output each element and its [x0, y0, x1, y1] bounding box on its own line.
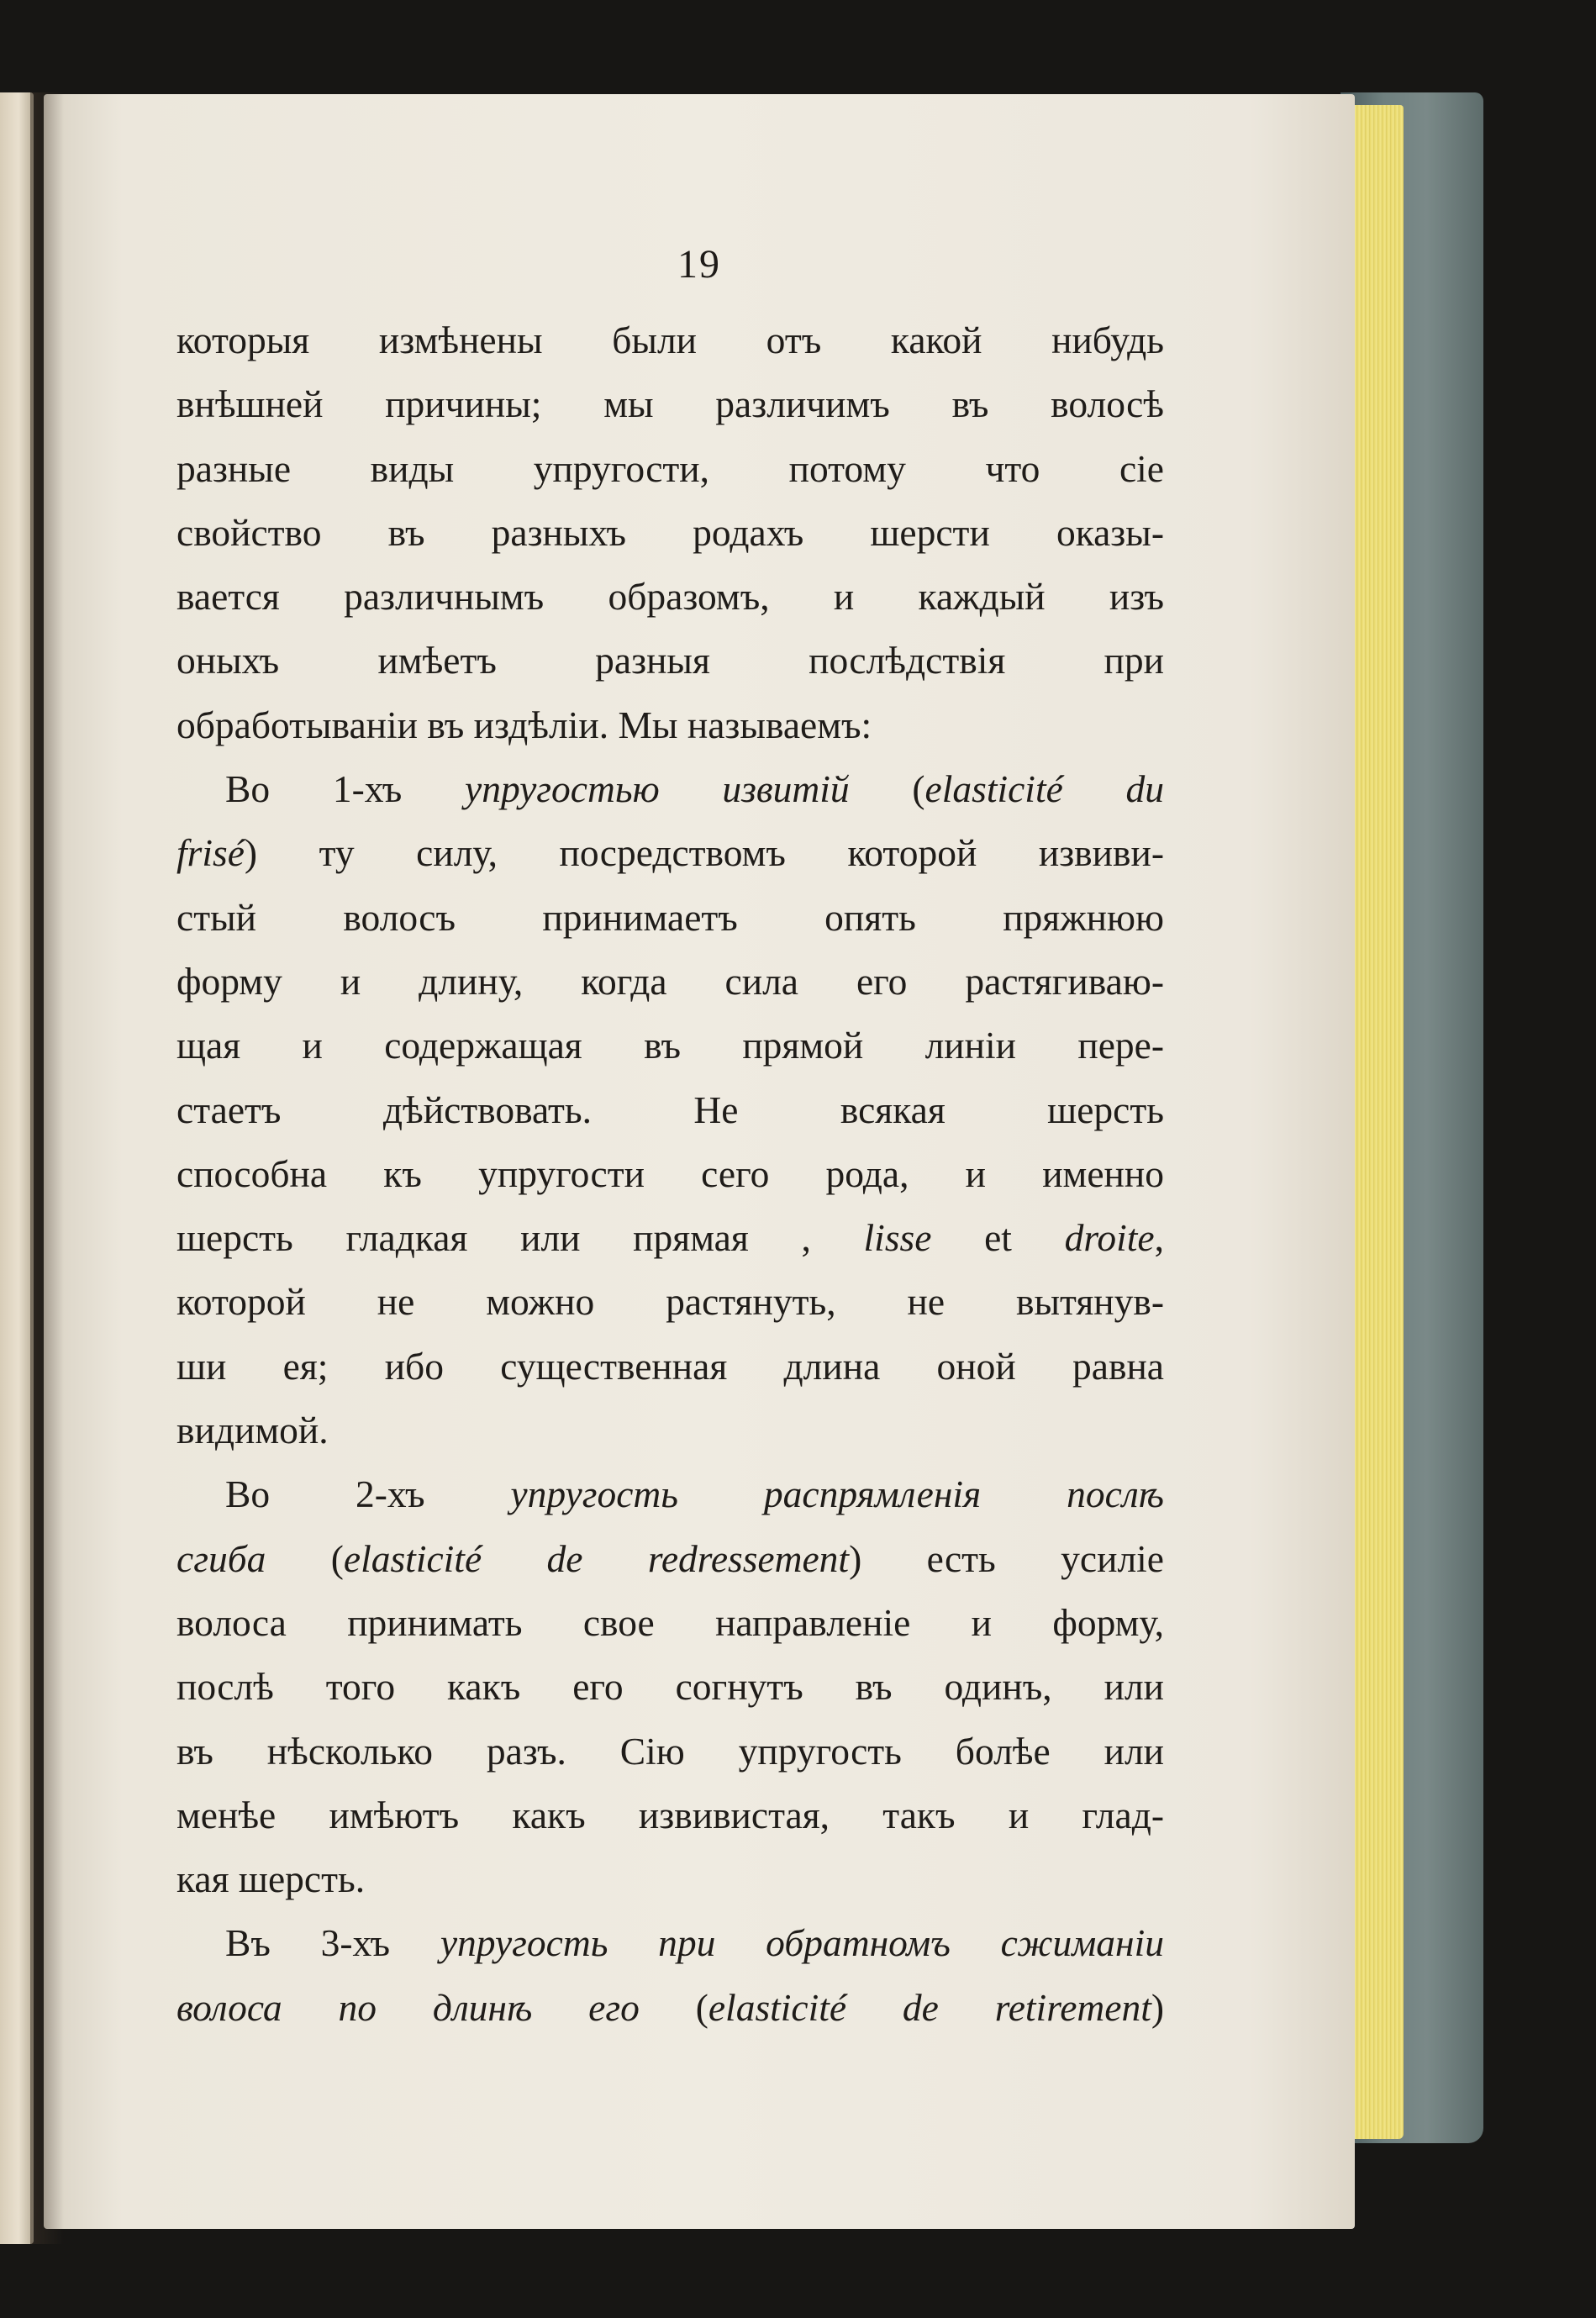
previous-page-edge: [0, 92, 34, 2244]
text-segment: ): [1151, 1985, 1165, 2029]
text-segment: свойство въ разныхъ родахъ шерсти оказы-: [176, 510, 1164, 554]
text-segment: кая шерсть.: [176, 1857, 366, 1901]
italic-text: сгиба: [176, 1536, 266, 1580]
text-segment: стаетъ дѣйствовать. Не всякая шерсть: [176, 1088, 1164, 1131]
text-segment: вается различнымъ образомъ, и каждый изъ: [176, 575, 1164, 619]
italic-text: упругостью извитій: [465, 767, 850, 811]
text-segment: которой не можно растянуть, не вытянув-: [176, 1280, 1164, 1324]
italic-text: frisé: [176, 831, 245, 875]
text-line: [176, 1527, 1164, 1591]
text-line: [176, 1591, 1164, 1655]
text-line: [176, 1720, 1164, 1783]
book-page: [44, 94, 1355, 2229]
italic-text: elasticité de redressement: [343, 1536, 850, 1580]
text-segment: которыя измѣнены были отъ какой нибудь: [176, 319, 1164, 361]
text-segment: шерсть гладкая или прямая ,: [176, 1216, 864, 1260]
text-line: [176, 950, 1164, 1014]
text-segment: въ нѣсколько разъ. Сію упругость болѣе или: [176, 1729, 1164, 1773]
text-line: [176, 1335, 1164, 1399]
text-segment: ,: [1154, 1216, 1164, 1260]
italic-text: упругость при обратномъ сжиманіи: [440, 1921, 1165, 1965]
text-segment: ) есть усиліе: [849, 1536, 1164, 1580]
text-line: [176, 693, 1164, 757]
page-text: [176, 308, 1164, 2040]
text-segment: способна къ упругости сего рода, и именно: [176, 1151, 1164, 1195]
page-number: 19: [677, 242, 721, 287]
text-line: [176, 629, 1164, 693]
italic-text: elasticité du: [924, 767, 1165, 811]
text-line: [176, 437, 1164, 501]
text-line: [176, 1014, 1164, 1077]
text-line: [176, 1142, 1164, 1206]
text-line: [176, 886, 1164, 950]
text-segment: (: [849, 767, 925, 811]
text-line: [176, 1976, 1164, 2040]
text-segment: оныхъ имѣетъ разныя послѣдствія при: [176, 639, 1164, 682]
italic-text: упругость распрямленія послѣ: [510, 1472, 1165, 1516]
text-line: [176, 1462, 1164, 1526]
text-segment: ) ту силу, посредствомъ которой извиви-: [244, 831, 1164, 875]
text-segment: волоса принимать свое направленіе и форму,: [176, 1600, 1164, 1644]
text-line: [176, 1911, 1164, 1975]
text-line: [176, 565, 1164, 629]
text-line: [176, 1783, 1164, 1847]
text-line: [176, 757, 1164, 821]
text-line: [176, 1206, 1164, 1270]
italic-text: волоса по длинѣ его: [176, 1985, 640, 2029]
text-line: [176, 308, 1164, 372]
text-segment: послѣ того какъ его согнутъ въ одинъ, или: [176, 1665, 1164, 1709]
text-line: [176, 1270, 1164, 1334]
text-segment: (: [639, 1985, 708, 2029]
text-segment: Во 2-хъ: [225, 1472, 511, 1516]
text-segment: (: [266, 1536, 344, 1580]
italic-text: elasticité de retirement: [708, 1985, 1151, 2029]
text-line: [176, 501, 1164, 565]
text-segment: Въ 3-хъ: [225, 1921, 440, 1965]
text-segment: щая и содержащая въ прямой линіи пере-: [176, 1024, 1164, 1067]
text-segment: ши ея; ибо существенная длина оной равна: [176, 1344, 1164, 1388]
text-segment: обработываніи въ издѣліи. Мы называемъ:: [176, 703, 872, 746]
text-line: [176, 1078, 1164, 1142]
text-segment: стый волосъ принимаетъ опять пряжнюю: [176, 895, 1164, 939]
text-line: [176, 1655, 1164, 1719]
text-line: [176, 1399, 1164, 1462]
text-segment: et: [931, 1216, 1065, 1260]
text-line: [176, 821, 1164, 885]
text-line: [176, 372, 1164, 436]
text-segment: разные виды упругости, потому что сіе: [176, 446, 1164, 490]
text-line: [176, 1847, 1164, 1911]
text-segment: менѣе имѣютъ какъ извивистая, такъ и глад-: [176, 1793, 1164, 1836]
text-segment: видимой.: [176, 1409, 329, 1452]
text-segment: форму и длину, когда сила его растягиваю-: [176, 959, 1164, 1003]
italic-text: lisse: [863, 1216, 932, 1260]
text-segment: внѣшней причины; мы различимъ въ волосѣ: [176, 382, 1164, 426]
italic-text: droite: [1064, 1216, 1155, 1260]
text-segment: Во 1-хъ: [225, 767, 466, 811]
gutter-shadow: [30, 92, 64, 2244]
